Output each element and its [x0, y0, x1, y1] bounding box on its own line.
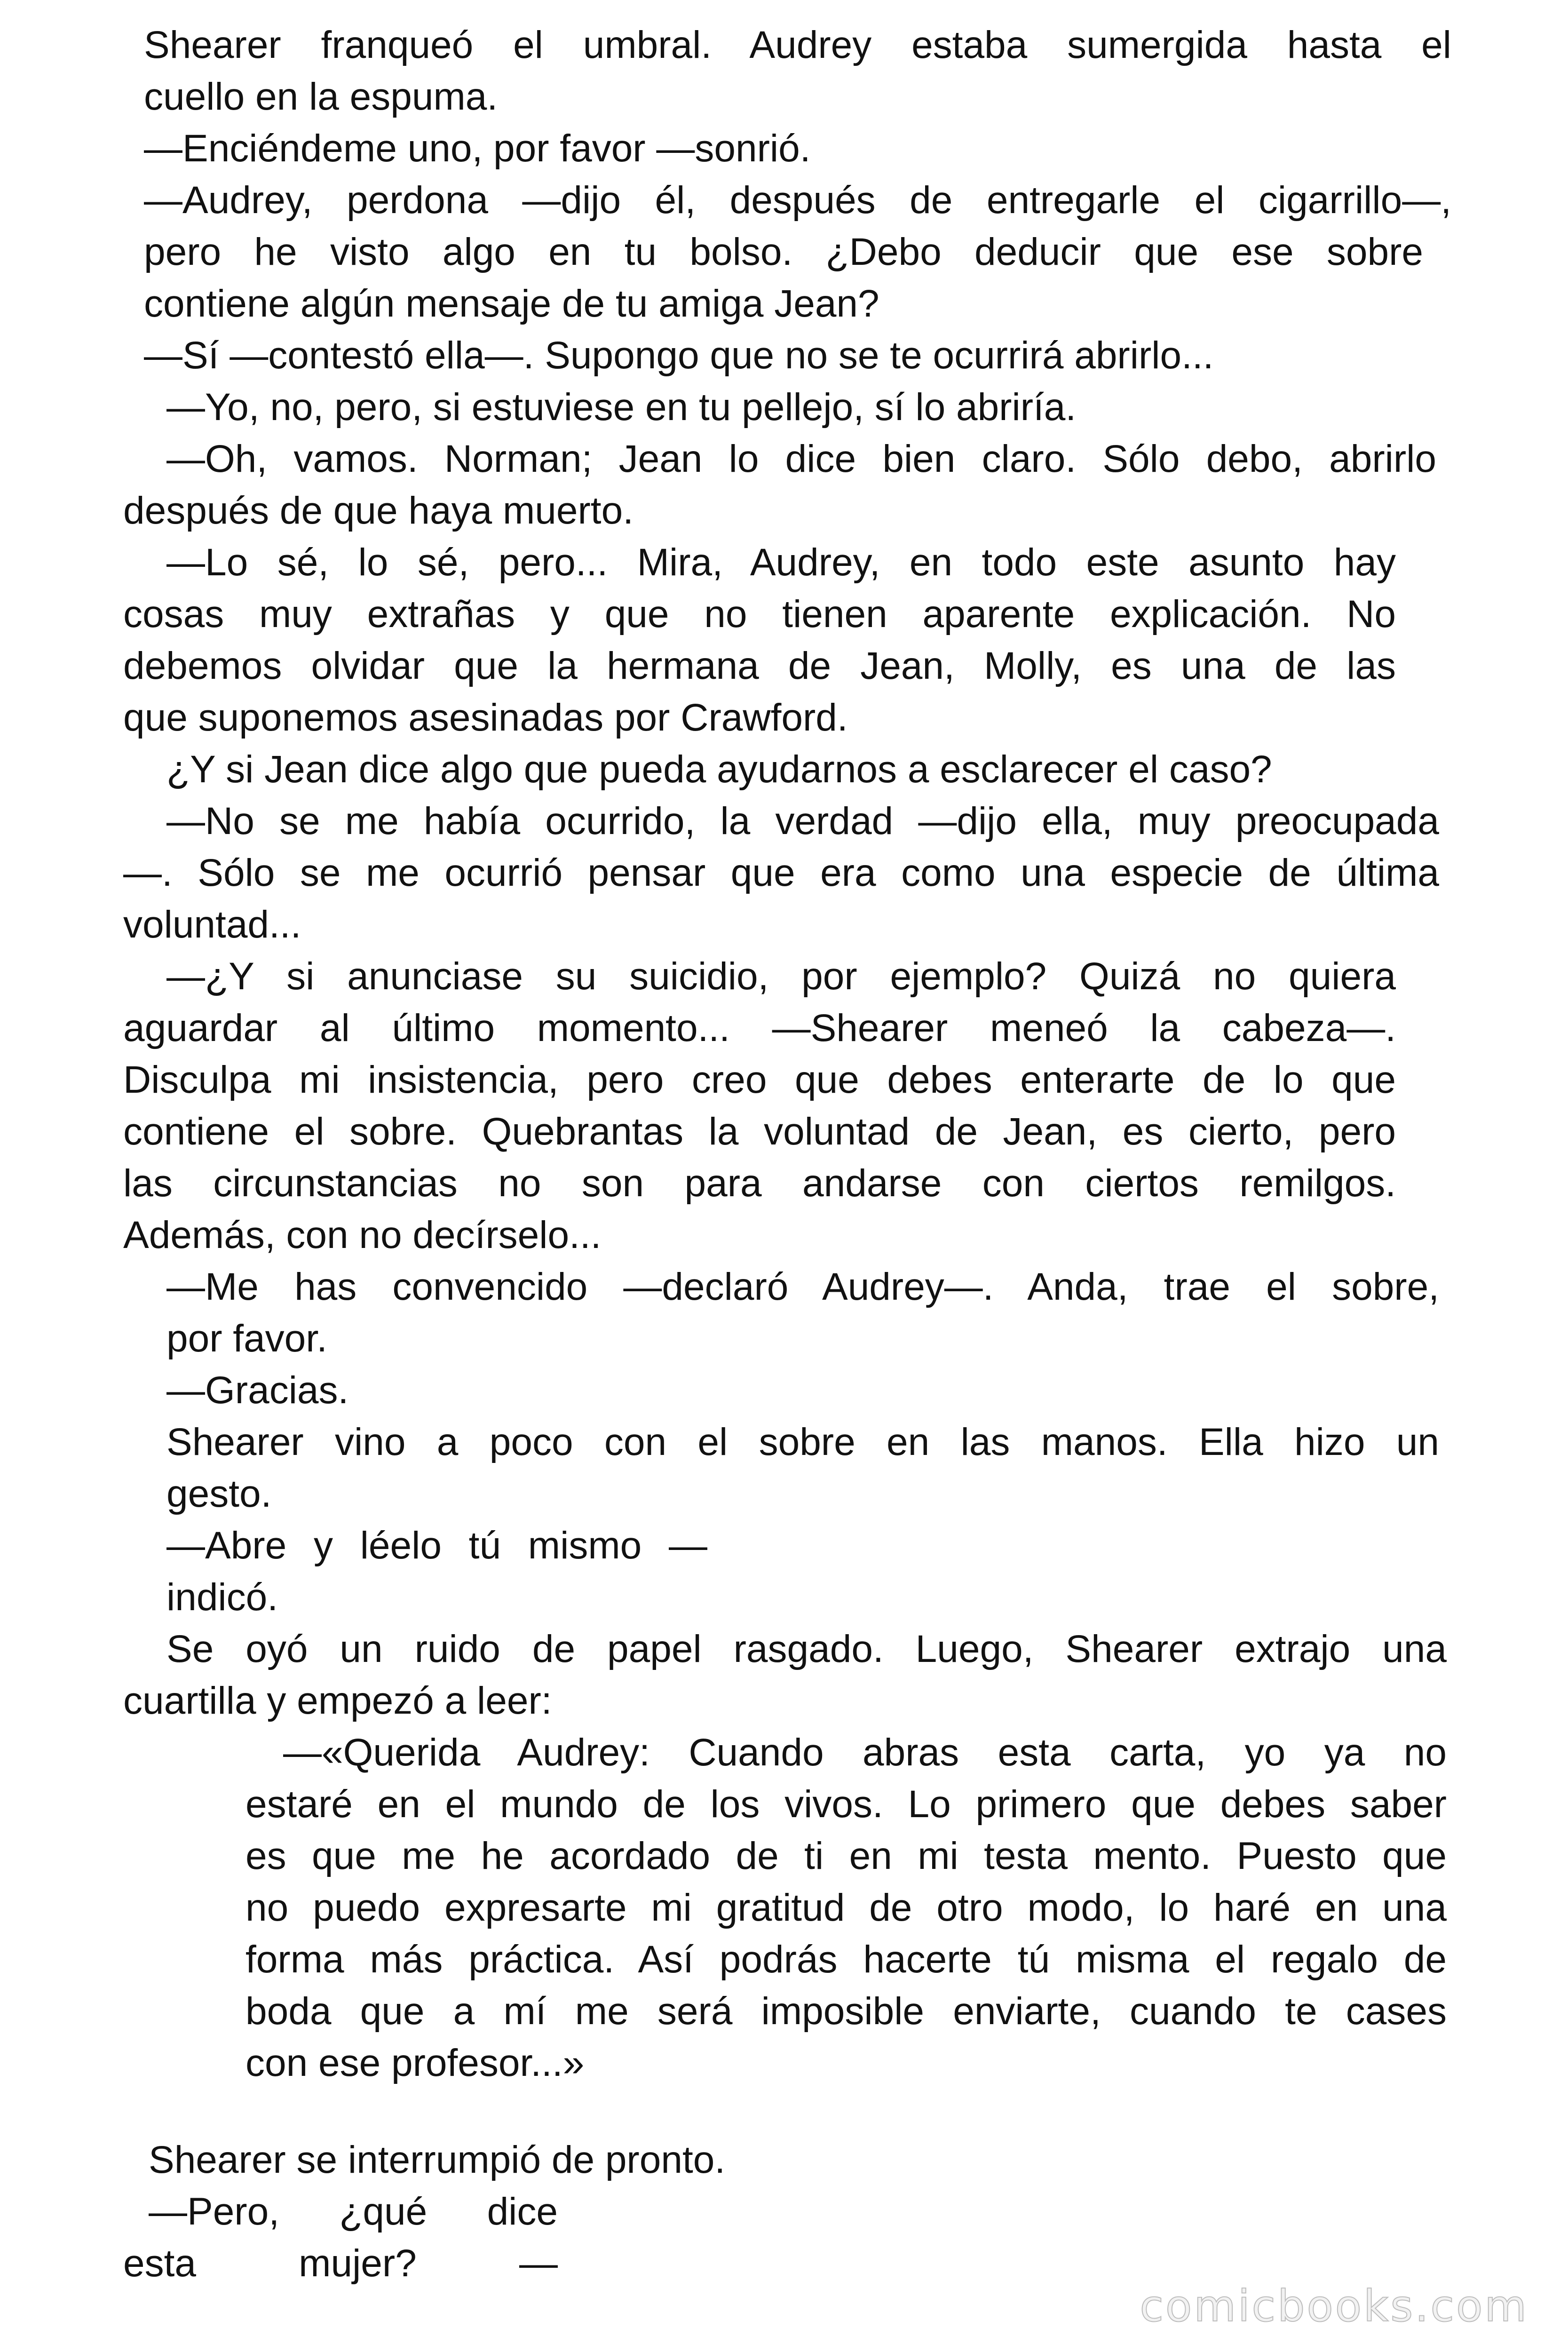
text-line: contiene el sobre. Quebrantas la voluntad de Jean, es cierto, pero: [123, 1110, 1396, 1153]
text-line: —Me has convencido —declaró Audrey—. Anda, trae el sobre,: [166, 1265, 1439, 1308]
text-line: que suponemos asesinadas por Crawford.: [123, 696, 848, 739]
letter-line: forma más práctica. Así podrás hacerte tú misma el regalo de: [245, 1938, 1447, 1981]
letter-line: boda que a mí me será imposible enviarte, cuando te cases: [245, 1990, 1447, 2033]
text-line: —Pero, ¿qué dice: [149, 2190, 558, 2233]
text-line: —Yo, no, pero, si estuviese en tu pellejo, sí lo abriría.: [166, 386, 1077, 429]
text-line: debemos olvidar que la hermana de Jean, Molly, es una de las: [123, 644, 1396, 687]
text-line: —No se me había ocurrido, la verdad —dijo ella, muy preocupada: [166, 800, 1439, 842]
text-line: voluntad...: [123, 903, 301, 946]
text-line: cuartilla y empezó a leer:: [123, 1679, 552, 1722]
text-line: cuello en la espuma.: [144, 75, 498, 118]
text-line: —. Sólo se me ocurrió pensar que era como una especie de última: [123, 851, 1439, 894]
text-line: Shearer vino a poco con el sobre en las manos. Ella hizo un: [166, 1421, 1439, 1463]
text-line: —Abre y léelo tú mismo —: [166, 1524, 707, 1567]
text-line: —Sí —contestó ella—. Supongo que no se te ocurrirá abrirlo...: [144, 334, 1214, 377]
watermark: comicbooks.com: [1140, 2281, 1528, 2331]
text-line: Disculpa mi insistencia, pero creo que debes enterarte de lo que: [123, 1058, 1396, 1101]
letter-line: —«Querida Audrey: Cuando abras esta carta, yo ya no: [283, 1731, 1447, 1774]
text-line: —Gracias.: [166, 1369, 349, 1412]
text-line: aguardar al último momento... —Shearer meneó la cabeza—.: [123, 1007, 1396, 1049]
text-line: —Enciéndeme uno, por favor —sonrió.: [144, 127, 811, 170]
text-line: —Audrey, perdona —dijo él, después de entregarle el cigarrillo—,: [144, 179, 1451, 222]
text-line: —Oh, vamos. Norman; Jean lo dice bien claro. Sólo debo, abrirlo: [166, 437, 1436, 480]
text-line: ¿Y si Jean dice algo que pueda ayudarnos a esclarecer el caso?: [166, 748, 1272, 791]
text-line: Shearer se interrumpió de pronto.: [149, 2138, 726, 2181]
letter-line: con ese profesor...»: [245, 2042, 585, 2084]
text-line: pero he visto algo en tu bolso. ¿Debo deducir que ese sobre: [144, 230, 1423, 273]
text-line: —¿Y si anunciase su suicidio, por ejemplo? Quizá no quiera: [166, 955, 1396, 998]
letter-line: es que me he acordado de ti en mi testa mento. Puesto que: [245, 1835, 1447, 1877]
text-line: Se oyó un ruido de papel rasgado. Luego, Shearer extrajo una: [166, 1628, 1447, 1670]
text-line: después de que haya muerto.: [123, 489, 634, 532]
text-line: gesto.: [166, 1472, 272, 1515]
text-line: por favor.: [166, 1317, 327, 1360]
letter-line: no puedo expresarte mi gratitud de otro modo, lo haré en una: [245, 1886, 1447, 1929]
text-line: —Lo sé, lo sé, pero... Mira, Audrey, en todo este asunto hay: [166, 541, 1396, 584]
letter-line: estaré en el mundo de los vivos. Lo primero que debes saber: [245, 1783, 1447, 1826]
text-line: Shearer franqueó el umbral. Audrey estaba sumergida hasta el: [144, 24, 1451, 66]
text-line: esta mujer? —: [123, 2242, 558, 2285]
text-line: indicó.: [166, 1576, 278, 1619]
text-line: Además, con no decírselo...: [123, 1214, 602, 1256]
text-line: contiene algún mensaje de tu amiga Jean?: [144, 282, 879, 325]
text-line: cosas muy extrañas y que no tienen aparente explicación. No: [123, 593, 1396, 636]
text-line: las circunstancias no son para andarse con ciertos remilgos.: [123, 1162, 1396, 1205]
